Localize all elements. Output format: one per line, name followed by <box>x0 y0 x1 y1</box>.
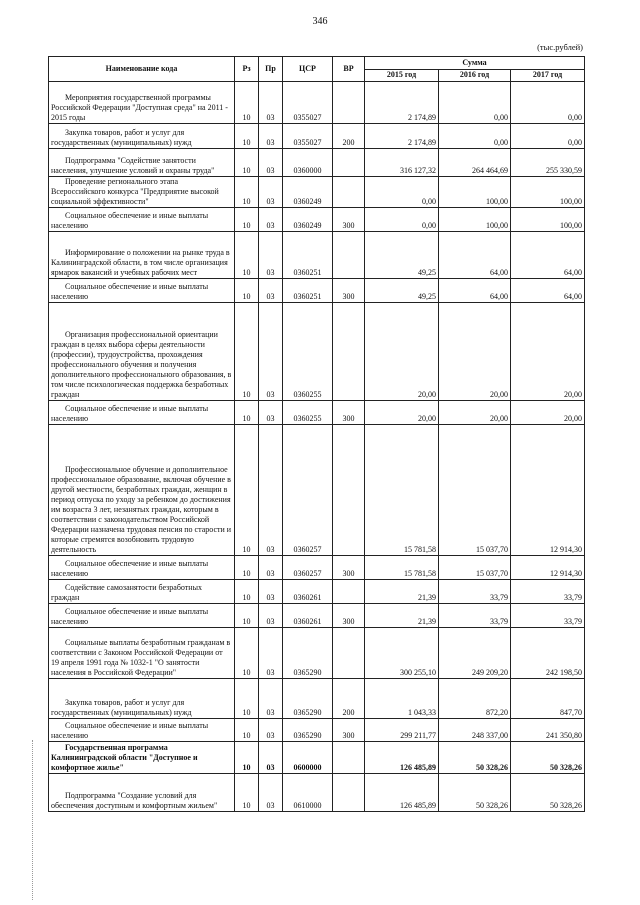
cell-name: Содействие самозанятости безработных граждан <box>49 580 235 604</box>
table-row <box>49 679 585 719</box>
table-row <box>49 82 585 124</box>
cell-y2017: 64,00 <box>511 232 585 279</box>
cell-y2016: 20,00 <box>439 401 511 425</box>
cell-name: Социальное обеспечение и иные выплаты населению <box>49 208 235 232</box>
cell-vr: 200 <box>333 124 365 149</box>
cell-y2015: 49,25 <box>365 279 439 303</box>
table-row <box>49 425 585 556</box>
cell-rz: 10 <box>235 401 259 425</box>
table-row <box>49 124 585 149</box>
cell-y2017: 0,00 <box>511 124 585 149</box>
cell-y2017: 12 914,30 <box>511 425 585 556</box>
header-2016: 2016 год <box>439 69 511 82</box>
table-row <box>49 177 585 208</box>
cell-y2017: 0,00 <box>511 82 585 124</box>
cell-name: Профессиональное обучение и дополнительное профессиональное образование, включая обучение в другой местности, безработных граждан, женщин в период отпуска по уходу за ребенком до достижения им возраста 3 лет, незанятых граждан, которым в соответствии с законодательством Российской Федерации назначена трудовая пенсия по старости и которые стремятся возобновить трудовую деятельность <box>49 425 235 556</box>
cell-y2016: 50 328,26 <box>439 774 511 812</box>
cell-y2017: 20,00 <box>511 401 585 425</box>
cell-vr <box>333 303 365 401</box>
cell-y2015: 126 485,89 <box>365 742 439 774</box>
cell-rz: 10 <box>235 719 259 742</box>
cell-y2016: 0,00 <box>439 82 511 124</box>
cell-rz: 10 <box>235 628 259 679</box>
cell-rz: 10 <box>235 742 259 774</box>
cell-y2016: 64,00 <box>439 232 511 279</box>
cell-rz: 10 <box>235 303 259 401</box>
cell-csr: 0360261 <box>283 580 333 604</box>
cell-rz: 10 <box>235 556 259 580</box>
cell-csr: 0360257 <box>283 556 333 580</box>
cell-y2016: 50 328,26 <box>439 742 511 774</box>
cell-vr <box>333 580 365 604</box>
cell-vr <box>333 177 365 208</box>
table-row <box>49 719 585 742</box>
cell-y2015: 126 485,89 <box>365 774 439 812</box>
cell-csr: 0610000 <box>283 774 333 812</box>
cell-csr: 0360249 <box>283 208 333 232</box>
cell-rz: 10 <box>235 124 259 149</box>
cell-pr: 03 <box>259 742 283 774</box>
cell-y2017: 50 328,26 <box>511 742 585 774</box>
cell-name: Закупка товаров, работ и услуг для государственных (муниципальных) нужд <box>49 124 235 149</box>
cell-vr: 200 <box>333 679 365 719</box>
cell-y2017: 33,79 <box>511 580 585 604</box>
cell-csr: 0365290 <box>283 679 333 719</box>
cell-y2016: 249 209,20 <box>439 628 511 679</box>
cell-vr <box>333 425 365 556</box>
cell-y2017: 64,00 <box>511 279 585 303</box>
cell-rz: 10 <box>235 149 259 177</box>
cell-rz: 10 <box>235 232 259 279</box>
cell-vr <box>333 82 365 124</box>
cell-pr: 03 <box>259 774 283 812</box>
cell-y2017: 33,79 <box>511 604 585 628</box>
cell-pr: 03 <box>259 303 283 401</box>
cell-y2015: 49,25 <box>365 232 439 279</box>
cell-y2016: 100,00 <box>439 208 511 232</box>
table-row <box>49 604 585 628</box>
cell-y2015: 15 781,58 <box>365 425 439 556</box>
cell-csr: 0360000 <box>283 149 333 177</box>
table-row <box>49 232 585 279</box>
cell-pr: 03 <box>259 401 283 425</box>
cell-y2016: 33,79 <box>439 580 511 604</box>
cell-vr <box>333 149 365 177</box>
cell-vr: 300 <box>333 279 365 303</box>
table-row <box>49 556 585 580</box>
cell-pr: 03 <box>259 719 283 742</box>
cell-rz: 10 <box>235 208 259 232</box>
header-2017: 2017 год <box>511 69 585 82</box>
margin-marks <box>32 740 34 900</box>
cell-y2017: 100,00 <box>511 208 585 232</box>
cell-pr: 03 <box>259 208 283 232</box>
cell-pr: 03 <box>259 604 283 628</box>
cell-vr: 300 <box>333 401 365 425</box>
cell-name: Социальное обеспечение и иные выплаты населению <box>49 401 235 425</box>
cell-y2016: 872,20 <box>439 679 511 719</box>
cell-csr: 0365290 <box>283 719 333 742</box>
cell-vr: 300 <box>333 556 365 580</box>
header-2015: 2015 год <box>365 69 439 82</box>
cell-csr: 0360251 <box>283 279 333 303</box>
cell-csr: 0360255 <box>283 401 333 425</box>
cell-name: Информирование о положении на рынке труда в Калининградской области, в том числе организация ярмарок вакансий и учебных рабочих мест <box>49 232 235 279</box>
units-label: (тыс.рублей) <box>537 42 583 52</box>
cell-rz: 10 <box>235 82 259 124</box>
cell-csr: 0360249 <box>283 177 333 208</box>
cell-vr: 300 <box>333 719 365 742</box>
cell-rz: 10 <box>235 774 259 812</box>
cell-y2016: 15 037,70 <box>439 556 511 580</box>
cell-y2015: 21,39 <box>365 604 439 628</box>
table-row <box>49 149 585 177</box>
cell-vr <box>333 742 365 774</box>
table-row <box>49 742 585 774</box>
cell-rz: 10 <box>235 279 259 303</box>
cell-csr: 0355027 <box>283 82 333 124</box>
cell-pr: 03 <box>259 177 283 208</box>
cell-csr: 0600000 <box>283 742 333 774</box>
cell-name: Закупка товаров, работ и услуг для государственных (муниципальных) нужд <box>49 679 235 719</box>
cell-csr: 0360261 <box>283 604 333 628</box>
cell-csr: 0360251 <box>283 232 333 279</box>
cell-y2017: 242 198,50 <box>511 628 585 679</box>
cell-pr: 03 <box>259 425 283 556</box>
cell-name: Социальное обеспечение и иные выплаты населению <box>49 556 235 580</box>
cell-y2016: 264 464,69 <box>439 149 511 177</box>
budget-table <box>48 56 585 812</box>
cell-y2017: 20,00 <box>511 303 585 401</box>
header-sum: Сумма <box>365 57 585 70</box>
cell-y2015: 15 781,58 <box>365 556 439 580</box>
cell-csr: 0365290 <box>283 628 333 679</box>
header-rz: Рз <box>235 57 259 82</box>
table-row <box>49 628 585 679</box>
cell-name: Социальное обеспечение и иные выплаты населению <box>49 279 235 303</box>
cell-csr: 0360255 <box>283 303 333 401</box>
cell-pr: 03 <box>259 679 283 719</box>
cell-y2015: 2 174,89 <box>365 82 439 124</box>
cell-pr: 03 <box>259 580 283 604</box>
cell-y2015: 20,00 <box>365 303 439 401</box>
header-csr: ЦСР <box>283 57 333 82</box>
table-body <box>49 82 585 812</box>
cell-name: Проведение регионального этапа Всероссийского конкурса "Предприятие высокой социальной эффективности" <box>49 177 235 208</box>
cell-y2016: 15 037,70 <box>439 425 511 556</box>
cell-name: Организация профессиональной ориентации граждан в целях выбора сферы деятельности (профессии), трудоустройства, прохождения профессионального обучения и получения дополнительного профессионального образования, в том числе психологическая поддержка безработных граждан <box>49 303 235 401</box>
cell-rz: 10 <box>235 177 259 208</box>
cell-y2016: 0,00 <box>439 124 511 149</box>
cell-pr: 03 <box>259 124 283 149</box>
cell-pr: 03 <box>259 232 283 279</box>
cell-vr: 300 <box>333 208 365 232</box>
cell-y2015: 299 211,77 <box>365 719 439 742</box>
table-row <box>49 580 585 604</box>
cell-y2015: 0,00 <box>365 208 439 232</box>
cell-pr: 03 <box>259 556 283 580</box>
cell-name: Социальное обеспечение и иные выплаты населению <box>49 719 235 742</box>
cell-y2015: 0,00 <box>365 177 439 208</box>
cell-pr: 03 <box>259 628 283 679</box>
cell-rz: 10 <box>235 580 259 604</box>
header-vr: ВР <box>333 57 365 82</box>
cell-y2015: 2 174,89 <box>365 124 439 149</box>
cell-y2015: 20,00 <box>365 401 439 425</box>
cell-pr: 03 <box>259 149 283 177</box>
cell-name: Государственная программа Калининградской области "Доступное и комфортное жилье" <box>49 742 235 774</box>
cell-y2017: 12 914,30 <box>511 556 585 580</box>
header-pr: Пр <box>259 57 283 82</box>
cell-y2015: 21,39 <box>365 580 439 604</box>
cell-y2017: 241 350,80 <box>511 719 585 742</box>
cell-name: Подпрограмма "Создание условий для обеспечения доступным и комфортным жильем" <box>49 774 235 812</box>
table-row <box>49 208 585 232</box>
cell-rz: 10 <box>235 425 259 556</box>
table-row <box>49 401 585 425</box>
cell-y2015: 300 255,10 <box>365 628 439 679</box>
cell-csr: 0360257 <box>283 425 333 556</box>
cell-y2015: 316 127,32 <box>365 149 439 177</box>
page-number: 346 <box>312 16 328 27</box>
cell-rz: 10 <box>235 679 259 719</box>
cell-y2016: 20,00 <box>439 303 511 401</box>
cell-y2017: 847,70 <box>511 679 585 719</box>
cell-name: Подпрограмма "Содействие занятости населения, улучшение условий и охраны труда" <box>49 149 235 177</box>
cell-y2016: 64,00 <box>439 279 511 303</box>
cell-name: Социальные выплаты безработным гражданам в соответствии с Законом Российской Федерации от 19 апреля 1991 года № 1032-1 "О занятости населения в Российской Федерации" <box>49 628 235 679</box>
cell-pr: 03 <box>259 279 283 303</box>
table-row <box>49 774 585 812</box>
cell-pr: 03 <box>259 82 283 124</box>
cell-y2017: 100,00 <box>511 177 585 208</box>
cell-y2017: 50 328,26 <box>511 774 585 812</box>
cell-y2016: 100,00 <box>439 177 511 208</box>
cell-rz: 10 <box>235 604 259 628</box>
cell-y2016: 33,79 <box>439 604 511 628</box>
cell-y2016: 248 337,00 <box>439 719 511 742</box>
header-name: Наименование кода <box>49 57 235 82</box>
cell-vr <box>333 232 365 279</box>
cell-name: Социальное обеспечение и иные выплаты населению <box>49 604 235 628</box>
table-row <box>49 279 585 303</box>
cell-vr <box>333 774 365 812</box>
cell-name: Мероприятия государственной программы Российской Федерации "Доступная среда" на 2011 - 2015 годы <box>49 82 235 124</box>
table-row <box>49 303 585 401</box>
cell-y2015: 1 043,33 <box>365 679 439 719</box>
cell-vr: 300 <box>333 604 365 628</box>
cell-csr: 0355027 <box>283 124 333 149</box>
cell-vr <box>333 628 365 679</box>
cell-y2017: 255 330,59 <box>511 149 585 177</box>
